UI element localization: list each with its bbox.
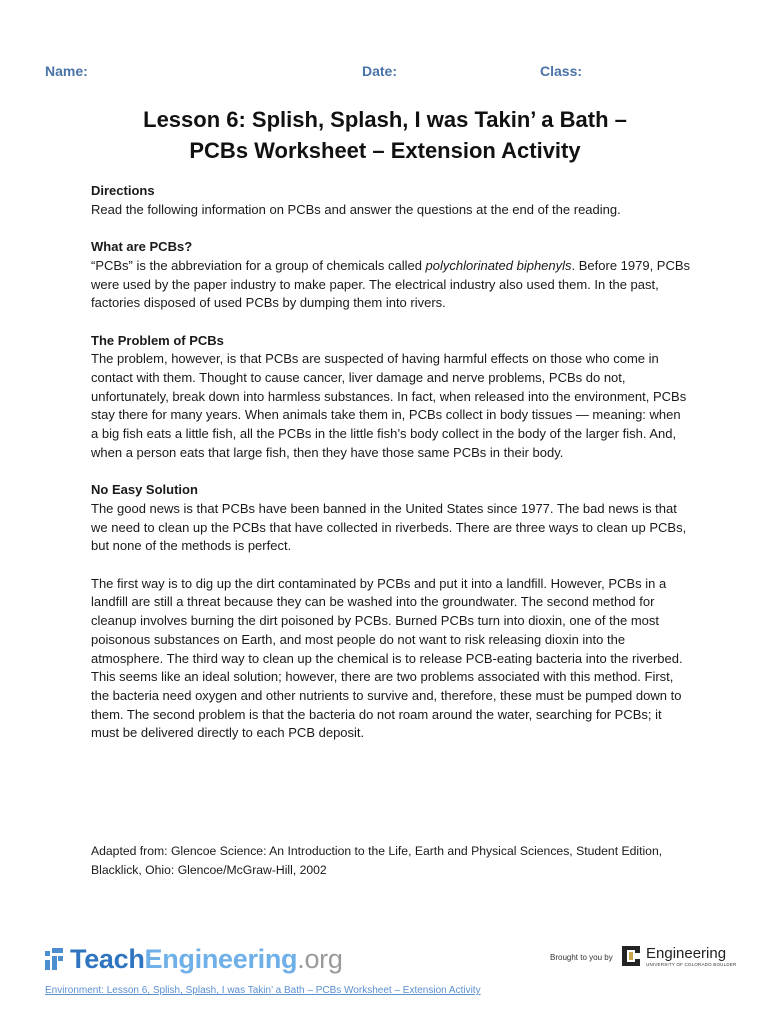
what-are-pcbs-text: “PCBs” is the abbreviation for a group of chemicals called polychlorinated biphenyls. Before 1979, PCBs were used by the paper industry to make paper. The electrical industry also used them. In the past, factories disposed of used PCBs by dumping them into rivers.: [91, 257, 691, 311]
italic-term: polychlorinated biphenyls: [425, 257, 572, 273]
cu-engineering-logo[interactable]: [620, 944, 736, 968]
footer-lesson-link[interactable]: Environment: Lesson 6, Splish, Splash, I was Takin’ a Bath – PCBs Worksheet – Extension Activity: [45, 985, 481, 996]
title-line-2: PCBs Worksheet – Extension Activity: [189, 138, 581, 163]
problem-heading: The Problem of PCBs: [91, 332, 224, 348]
logo-mark-icon: [45, 948, 63, 970]
title-line-1: Lesson 6: Splish, Splash, I was Takin’ a Bath –: [143, 107, 627, 132]
cu-university-name: UNIVERSITY OF COLORADO BOULDER: [646, 962, 737, 967]
cu-engineering-name: Engineering: [646, 945, 727, 962]
what-are-pcbs-heading: What are PCBs?: [91, 239, 193, 255]
name-label: Name:: [45, 63, 88, 79]
date-label: Date:: [362, 63, 398, 79]
directions-text: Read the following information on PCBs and answer the questions at the end of the reading.: [91, 201, 621, 217]
worksheet-body: [91, 182, 691, 743]
solution-heading: No Easy Solution: [91, 482, 198, 498]
problem-text: The problem, however, is that PCBs are suspected of having harmful effects on those who come in contact with them. Thought to cause cancer, liver damage and nerve problems, PCBs do not, unfortunately, break down into harmless substances. In fact, when released into the environment, PCBs stay there for many years. When animals take them in, PCBs collect in body tissues — meaning: when a big fish eats a little fish, all the PCBs in the little fish’s body collect in the body of the larger fish. And, when a person eats that large fish, then they have those same PCBs in their body.: [91, 351, 687, 460]
source-credit: Adapted from: Glencoe Science: An Introduction to the Life, Earth and Physical Sciences, Student Edition, Blacklick, Ohio: Glencoe/McGraw-Hill, 2002: [91, 844, 663, 877]
directions-heading: Directions: [91, 183, 155, 198]
cu-icon: [620, 944, 642, 968]
teachengineering-logo[interactable]: TeachEngineering.org: [45, 941, 343, 977]
solution-text-2: The first way is to dig up the dirt contaminated by PCBs and put it into a landfill. However, PCBs in a landfill are still a threat because they can be washed into the groundwater. The second method for cleanup involves burning the dirt poisoned by PCBs. Burned PCBs turn into dioxin, one of the most poisonous substances on Earth, and most people do not want to risk releasing dioxin into the atmosphere. The third way to clean up the chemical is to release PCB-eating bacteria into the riverbed. This seems like an ideal solution; however, there are two problems associated with this method. First, the bacteria need oxygen and other nutrients to survive and, therefore, these must be pumped down to them. The second problem is that the bacteria do not roam around the water, searching for PCBs; it must be delivered directly to each PCB deposit.: [91, 575, 683, 741]
brought-to-you-by: Brought to you by: [550, 953, 613, 962]
class-label: Class:: [540, 63, 583, 79]
solution-text-1: The good news is that PCBs have been banned in the United States since 1977. The bad news is that we need to clean up the PCBs that have collected in riverbeds. There are three ways to clean up PCBs, but none of the methods is perfect.: [91, 500, 687, 554]
page-title: [0, 104, 770, 166]
